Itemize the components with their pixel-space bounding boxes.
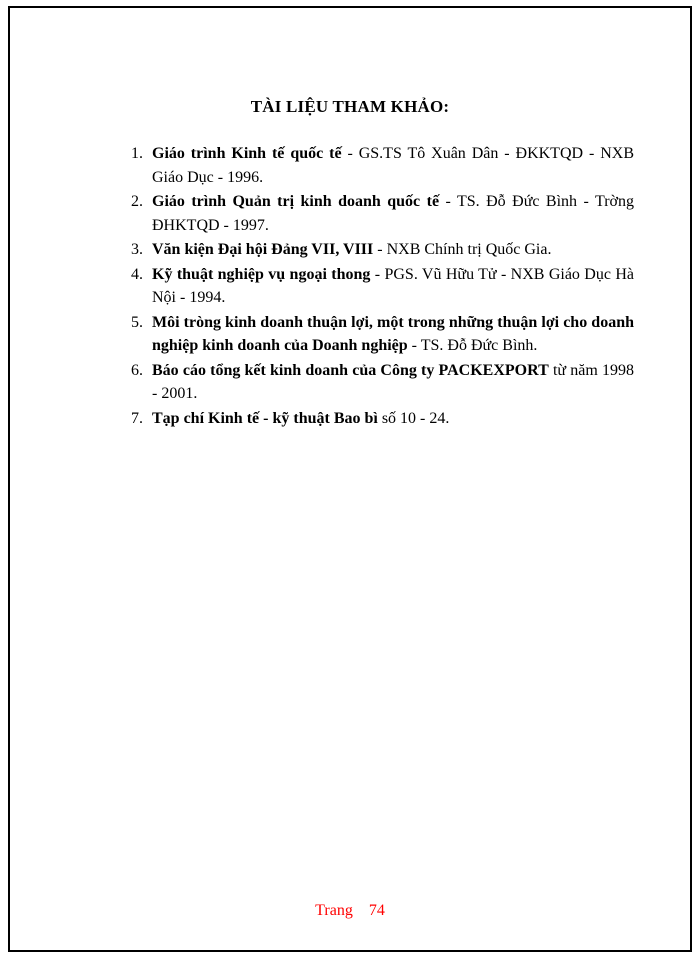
item-number: 6. — [131, 361, 143, 379]
item-number: 5. — [131, 313, 143, 331]
list-item — [131, 263, 634, 310]
item-number: 1. — [131, 145, 143, 162]
reference-title: Giáo trình Quản trị kinh doanh quốc tế — [152, 193, 440, 210]
reference-details: - NXB Chính trị Quốc Gia. — [373, 241, 552, 258]
reference-details: số 10 - 24. — [377, 409, 450, 427]
reference-title: Kỹ thuật nghiệp vụ ngoại thong — [152, 265, 371, 283]
page-label: Trang — [315, 902, 353, 919]
item-number: 3. — [131, 241, 143, 258]
reference-details: từ năm 1998 - 2001. — [152, 361, 634, 402]
item-number: 7. — [131, 409, 143, 427]
page-number: 74 — [368, 902, 385, 919]
reference-title: Tạp chí Kinh tế - kỹ thuật Bao bì — [152, 409, 378, 427]
reference-details: - TS. Đỗ Đức Bình. — [407, 337, 538, 354]
page-footer — [0, 902, 700, 920]
list-item — [131, 142, 634, 189]
reference-title: Giáo trình Kinh tế quốc tế — [152, 145, 342, 162]
reference-title: Môi tròng kinh doanh thuận lợi, một trong những thuận lợi cho doanh nghiệp kinh doanh của Doanh nghiệp — [152, 313, 634, 354]
item-number: 2. — [131, 193, 143, 210]
list-item — [131, 311, 634, 358]
list-item — [131, 238, 634, 262]
reference-details: - TS. Đỗ Đức Bình - Trờng ĐHKTQD - 1997. — [152, 193, 635, 234]
reference-details: - PGS. Vũ Hữu Tử - NXB Giáo Dục Hà Nội - 1994. — [152, 265, 634, 306]
list-item — [131, 407, 634, 431]
reference-title: Văn kiện Đại hội Đảng VII, VIII — [152, 241, 374, 258]
reference-list — [131, 142, 635, 430]
list-item — [131, 190, 635, 237]
reference-title: Báo cáo tổng kết kinh doanh của Công ty PACKEXPORT — [152, 361, 549, 379]
reference-details: - GS.TS Tô Xuân Dân - ĐKKTQD - NXB Giáo Dục - 1996. — [152, 145, 634, 186]
page-title: TÀI LIỆU THAM KHẢO: — [250, 97, 450, 116]
list-item — [131, 359, 634, 406]
item-number: 4. — [131, 265, 143, 283]
